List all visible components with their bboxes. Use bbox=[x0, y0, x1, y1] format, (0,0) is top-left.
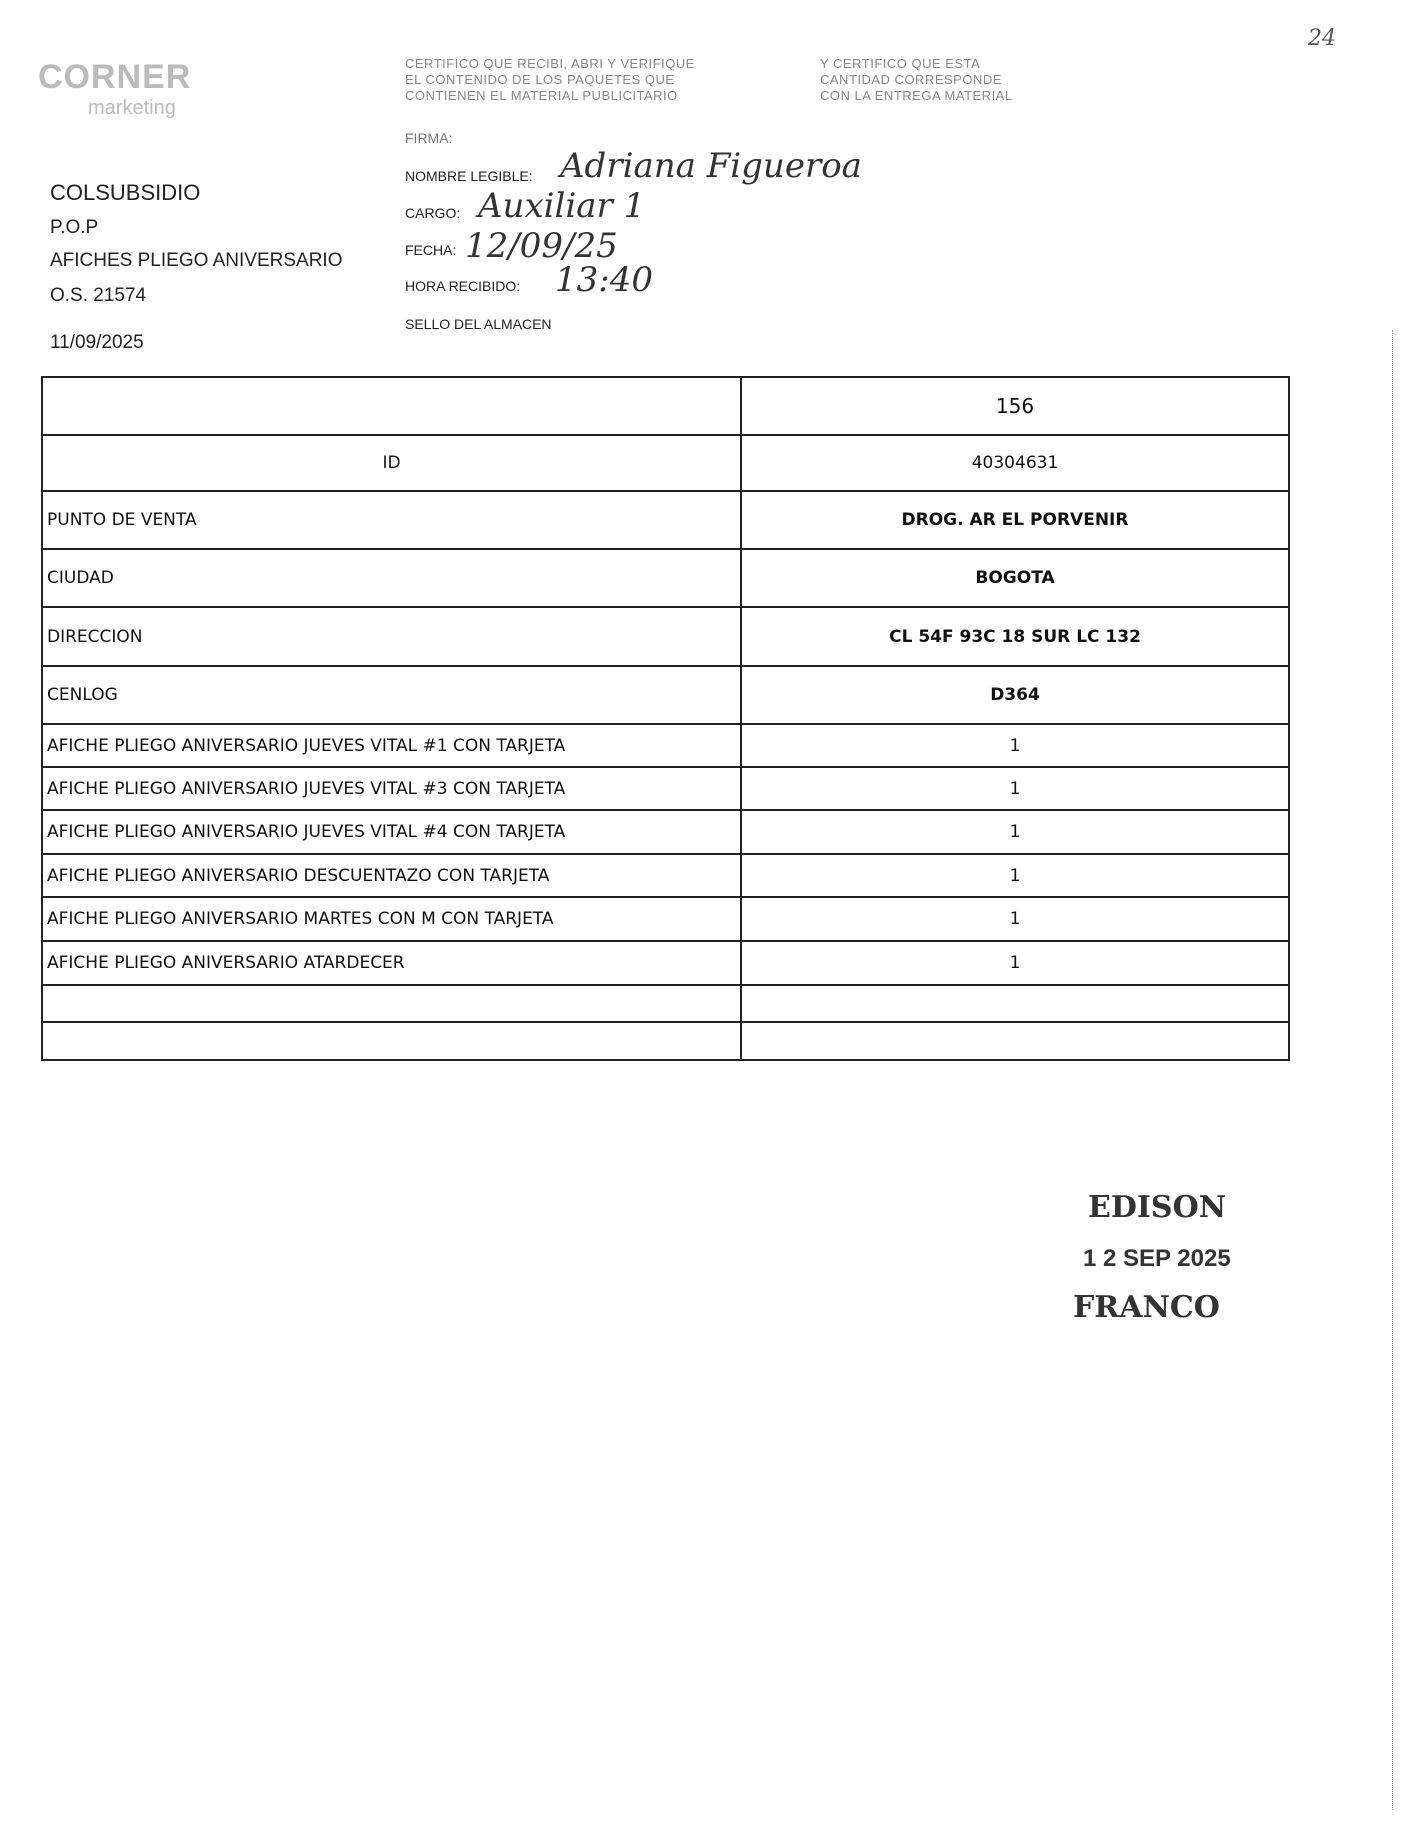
row-label: AFICHE PLIEGO ANIVERSARIO JUEVES VITAL #3 CON TARJETA bbox=[42, 767, 741, 810]
table-row bbox=[42, 377, 1289, 435]
table-row bbox=[42, 1022, 1289, 1060]
row-label: AFICHE PLIEGO ANIVERSARIO ATARDECER bbox=[42, 941, 741, 985]
row-value: 1 bbox=[741, 810, 1289, 854]
table-row bbox=[42, 491, 1289, 549]
row-label: AFICHE PLIEGO ANIVERSARIO DESCUENTAZO CON TARJETA bbox=[42, 854, 741, 897]
row-value: 1 bbox=[741, 941, 1289, 985]
certification-text-b: Y CERTIFICO QUE ESTA CANTIDAD CORRESPONDE CON LA ENTREGA MATERIAL bbox=[820, 56, 1013, 103]
order-type: P.O.P bbox=[50, 217, 99, 238]
hora-label: HORA RECIBIDO: bbox=[405, 278, 521, 294]
logo-text: CORNER bbox=[38, 58, 192, 96]
sello-label: SELLO DEL ALMACEN bbox=[405, 316, 552, 332]
row-label: CIUDAD bbox=[42, 549, 741, 607]
row-value: BOGOTA bbox=[741, 549, 1289, 607]
row-label: AFICHE PLIEGO ANIVERSARIO MARTES CON M CON TARJETA bbox=[42, 897, 741, 941]
row-value: 40304631 bbox=[741, 435, 1289, 491]
row-label bbox=[42, 377, 741, 435]
page-number: 24 bbox=[1308, 26, 1336, 51]
row-value: 1 bbox=[741, 854, 1289, 897]
delivery-table bbox=[41, 376, 1290, 1061]
row-value: D364 bbox=[741, 666, 1289, 724]
table-row bbox=[42, 985, 1289, 1022]
campaign-name: AFICHES PLIEGO ANIVERSARIO bbox=[50, 250, 343, 271]
stamp-line-3: FRANCO bbox=[1073, 1290, 1220, 1325]
scan-edge bbox=[1392, 330, 1394, 1810]
row-value: 1 bbox=[741, 767, 1289, 810]
row-value: 1 bbox=[741, 897, 1289, 941]
row-label: PUNTO DE VENTA bbox=[42, 491, 741, 549]
table-row bbox=[42, 810, 1289, 854]
company-logo bbox=[38, 58, 268, 138]
cargo-label: CARGO: bbox=[405, 205, 461, 221]
client-name: COLSUBSIDIO bbox=[50, 180, 201, 205]
fecha-label: FECHA: bbox=[405, 242, 457, 258]
table-row bbox=[42, 549, 1289, 607]
row-label: AFICHE PLIEGO ANIVERSARIO JUEVES VITAL #1 CON TARJETA bbox=[42, 724, 741, 767]
row-value: 156 bbox=[741, 377, 1289, 435]
table-row bbox=[42, 767, 1289, 810]
row-value bbox=[741, 985, 1289, 1022]
row-label bbox=[42, 985, 741, 1022]
document-date: 11/09/2025 bbox=[50, 332, 144, 353]
row-label: AFICHE PLIEGO ANIVERSARIO JUEVES VITAL #4 CON TARJETA bbox=[42, 810, 741, 854]
table-row bbox=[42, 854, 1289, 897]
nombre-label: NOMBRE LEGIBLE: bbox=[405, 168, 533, 184]
row-value: CL 54F 93C 18 SUR LC 132 bbox=[741, 607, 1289, 666]
stamp-line-1: EDISON bbox=[1088, 1190, 1227, 1225]
table-row bbox=[42, 607, 1289, 666]
nombre-handwritten: Adriana Figueroa bbox=[560, 146, 862, 186]
row-label: CENLOG bbox=[42, 666, 741, 724]
firma-label: FIRMA: bbox=[405, 130, 453, 146]
cargo-handwritten: Auxiliar 1 bbox=[478, 186, 646, 226]
fecha-handwritten: 12/09/25 bbox=[465, 226, 618, 266]
row-label: DIRECCION bbox=[42, 607, 741, 666]
table-row bbox=[42, 897, 1289, 941]
table-row bbox=[42, 941, 1289, 985]
row-label bbox=[42, 1022, 741, 1060]
row-value bbox=[741, 1022, 1289, 1060]
row-value: 1 bbox=[741, 724, 1289, 767]
certification-text-a: CERTIFICO QUE RECIBI, ABRI Y VERIFIQUE EL CONTENIDO DE LOS PAQUETES QUE CONTIENEN EL MATERIAL PUBLICITARIO bbox=[405, 56, 695, 103]
hora-handwritten: 13:40 bbox=[555, 260, 653, 300]
stamp-date: 1 2 SEP 2025 bbox=[1083, 1245, 1231, 1272]
row-value: DROG. AR EL PORVENIR bbox=[741, 491, 1289, 549]
table-row bbox=[42, 724, 1289, 767]
table-row bbox=[42, 666, 1289, 724]
order-number: O.S. 21574 bbox=[50, 285, 147, 306]
table-row bbox=[42, 435, 1289, 491]
logo-subtext: marketing bbox=[88, 97, 176, 119]
row-label: ID bbox=[42, 435, 741, 491]
